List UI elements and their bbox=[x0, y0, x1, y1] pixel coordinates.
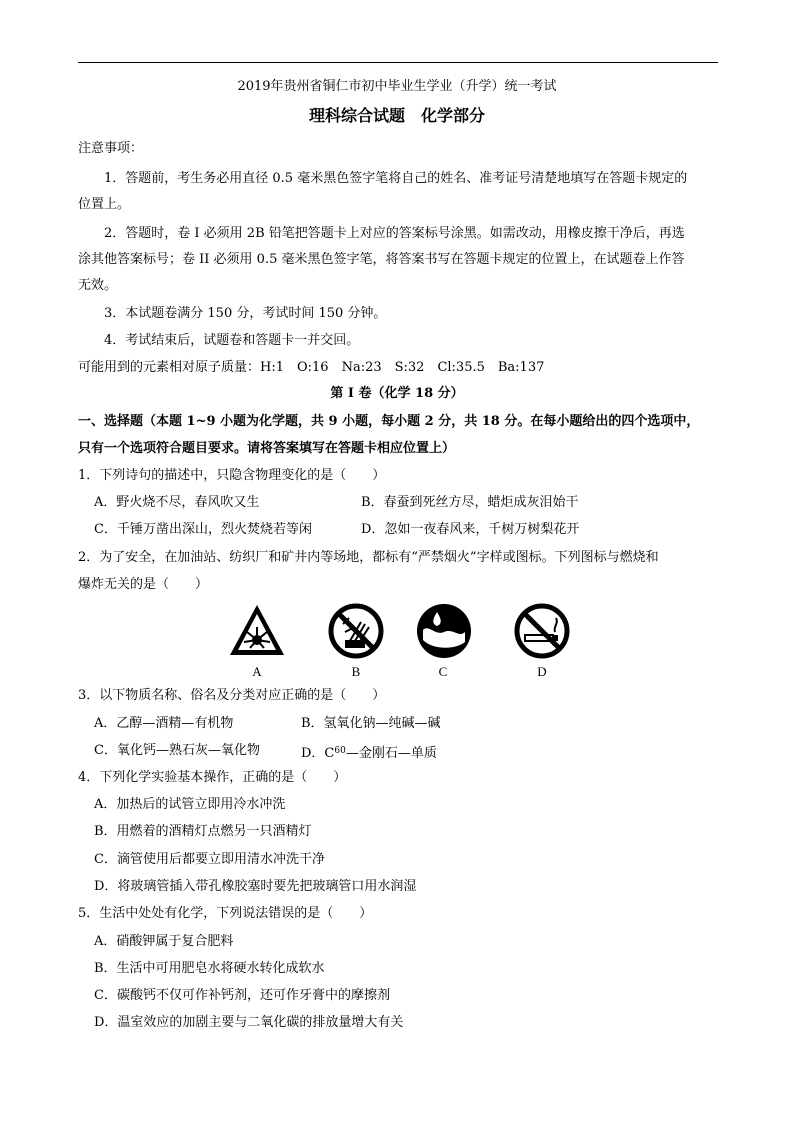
no-smoking-icon bbox=[513, 602, 571, 660]
question-5-option-a: A．硝酸钾属于复合肥料 bbox=[94, 934, 234, 949]
question-1-option-c: C．千锤万凿出深山，烈火焚烧若等闲 bbox=[94, 522, 312, 537]
question-5-option-c: C．碳酸钙不仅可作补钙剂，还可作牙膏中的摩擦剂 bbox=[94, 988, 390, 1003]
question-2-stem-line-2: 爆炸无关的是（ ） bbox=[78, 577, 209, 592]
note-2-line-1: 2．答题时，卷 I 必须用 2B 铅笔把答题卡上对应的答案标号涂黑。如需改动，用橡皮擦干净后，再选 bbox=[104, 226, 685, 241]
question-3-option-d-suffix: —金刚石—单质 bbox=[345, 746, 437, 761]
question-3-option-d bbox=[301, 742, 437, 763]
note-3: 3．本试题卷满分 150 分，考试时间 150 分钟。 bbox=[104, 306, 387, 321]
question-3-stem: 3．以下物质名称、俗名及分类对应正确的是（ ） bbox=[78, 688, 386, 703]
icon-label-a: A bbox=[252, 664, 262, 679]
water-saving-icon bbox=[415, 602, 473, 660]
question-4-option-a: A．加热后的试管立即用冷水冲洗 bbox=[94, 797, 286, 812]
question-1-option-b: B．春蚕到死丝方尽，蜡炬成灰泪始干 bbox=[361, 495, 579, 510]
icon-label-d: D bbox=[537, 664, 547, 679]
question-5-option-b: B．生活中可用肥皂水将硬水转化成软水 bbox=[94, 961, 325, 976]
section-instructions-line-1: 一、选择题（本题 1~9 小题为化学题，共 9 小题，每小题 2 分，共 18 分。在每小题给出的四个选项中， bbox=[78, 414, 700, 429]
section-instructions-line-2: 只有一个选项符合题目要求。请将答案填写在答题卡相应位置上） bbox=[78, 441, 456, 456]
note-1-line-1: 1．答题前，考生务必用直径 0.5 毫米黑色签字笔将自己的姓名、准考证号清楚地填写在答题卡规定的 bbox=[104, 171, 688, 186]
question-1-option-d: D．忽如一夜春风来，千树万树梨花开 bbox=[361, 522, 580, 537]
question-4-option-c: C．滴管使用后都要立即用清水冲洗干净 bbox=[94, 852, 325, 867]
exam-title: 理科综合试题 化学部分 bbox=[308, 106, 485, 125]
icon-label-c: C bbox=[438, 664, 448, 679]
question-5-option-d: D．温室效应的加剧主要与二氧化碳的排放量增大有关 bbox=[94, 1015, 404, 1030]
question-4-stem: 4．下列化学实验基本操作，正确的是（ ） bbox=[78, 770, 347, 785]
question-4-option-b: B．用燃着的酒精灯点燃另一只酒精灯 bbox=[94, 824, 312, 839]
question-4-option-d: D．将玻璃管插入带孔橡胶塞时要先把玻璃管口用水润湿 bbox=[94, 879, 417, 894]
note-2-line-3: 无效。 bbox=[78, 278, 118, 293]
top-rule bbox=[78, 62, 718, 63]
question-3-option-d-subscript: 60 bbox=[334, 746, 346, 756]
notes-heading: 注意事项： bbox=[78, 141, 144, 156]
exam-subtitle: 2019年贵州省铜仁市初中毕业生学业（升学）统一考试 bbox=[237, 79, 557, 94]
question-1-option-a: A．野火烧不尽，春风吹又生 bbox=[94, 495, 260, 510]
no-fireworks-icon bbox=[327, 602, 385, 660]
icon-label-b: B bbox=[351, 664, 361, 679]
explosive-hazard-icon bbox=[228, 602, 286, 660]
question-2-stem-line-1: 2．为了安全，在加油站、纺织厂和矿井内等场地，都标有“严禁烟火”字样或图标。下列图标与燃烧和 bbox=[78, 550, 659, 565]
note-1-line-2: 位置上。 bbox=[78, 197, 131, 212]
question-3-option-d-prefix: D．C bbox=[301, 746, 335, 761]
question-1-stem: 1．下列诗句的描述中，只隐含物理变化的是（ ） bbox=[78, 468, 386, 483]
question-3-option-b: B．氢氧化钠—纯碱—碱 bbox=[301, 716, 441, 731]
question-5-stem: 5．生活中处处有化学，下列说法错误的是（ ） bbox=[78, 906, 373, 921]
note-4: 4．考试结束后，试题卷和答题卡一并交回。 bbox=[104, 333, 360, 348]
section-heading: 第 I 卷（化学 18 分） bbox=[330, 386, 464, 401]
atomic-masses: 可能用到的元素相对原子质量：H:1 O:16 Na:23 S:32 Cl:35.5 Ba:137 bbox=[78, 360, 545, 375]
question-3-option-a: A．乙醇—酒精—有机物 bbox=[94, 716, 234, 731]
note-2-line-2: 涂其他答案标号；卷 II 必须用 0.5 毫米黑色签字笔，将答案书写在答题卡规定的位置上，在试题卷上作答 bbox=[78, 252, 685, 267]
question-3-option-c: C．氧化钙—熟石灰—氧化物 bbox=[94, 743, 260, 758]
